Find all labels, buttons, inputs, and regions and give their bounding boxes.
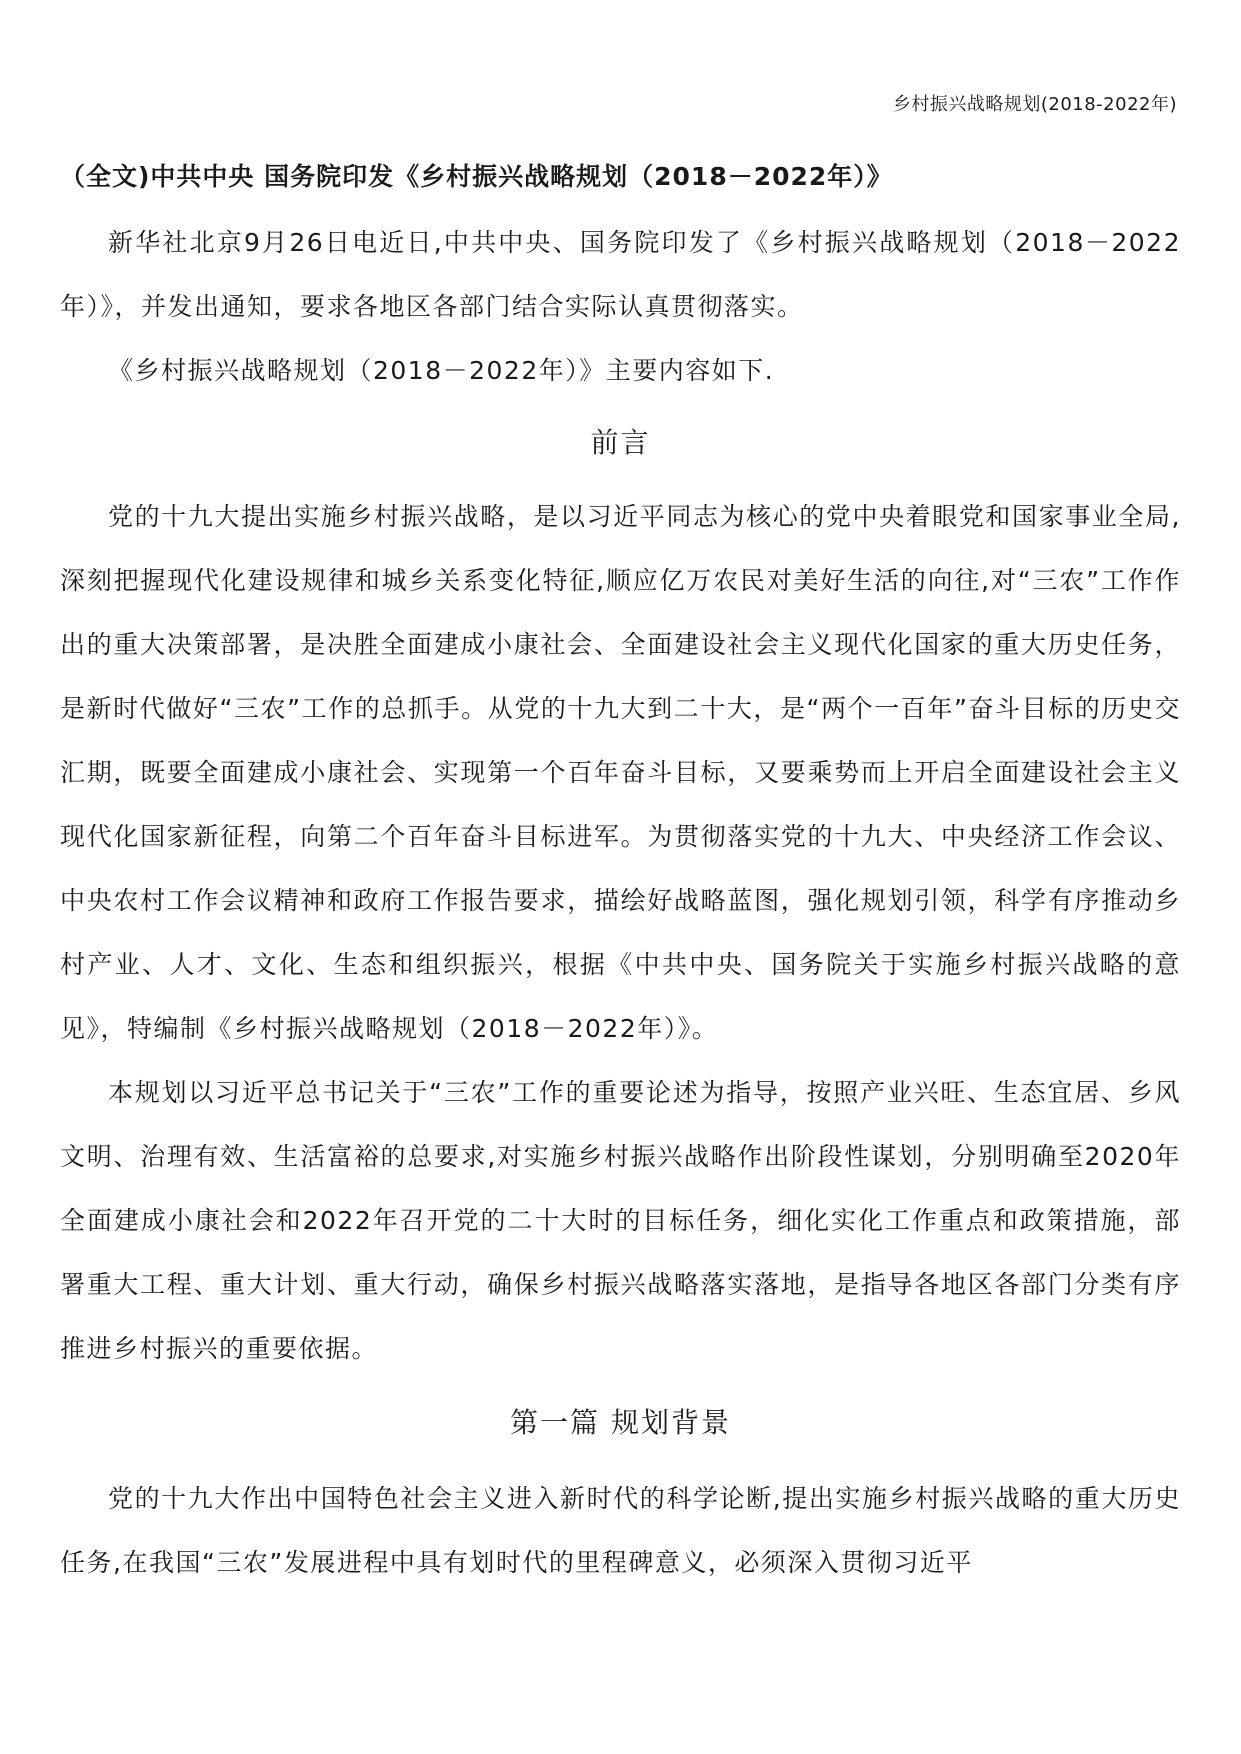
document-body <box>60 158 1181 1595</box>
part-one-heading: 第一篇 规划背景 <box>510 1406 731 1439</box>
running-header: 乡村振兴战略规划(2018-2022年) <box>892 94 1177 115</box>
preface-heading: 前言 <box>590 426 651 459</box>
part-one-paragraph: 党的十九大作出中国特色社会主义进入新时代的科学论断,提出实施乡村振兴战略的重大历史任务,在我国“三农”发展进程中具有划时代的里程碑意义，必须深入贯彻习近平 <box>60 1484 1181 1577</box>
intro-paragraph: 《乡村振兴战略规划（2018－2022年）》主要内容如下. <box>108 356 775 385</box>
preface-paragraph: 党的十九大提出实施乡村振兴战略，是以习近平同志为核心的党中央着眼党和国家事业全局,深刻把握现代化建设规律和城乡关系变化特征,顺应亿万农民对美好生活的向往,对“三农”工作作出的重大决策部署，是决胜全面建成小康社会、全面建设社会主义现代化国家的重大历史任务，是新时代做好“三农”工作的总抓手。从党的十九大到二十大，是“两个一百年”奋斗目标的历史交汇期，既要全面建成小康社会、实现第一个百年奋斗目标，又要乘势而上开启全面建设社会主义现代化国家新征程，向第二个百年奋斗目标进军。为贯彻落实党的十九大、中央经济工作会议、中央农村工作会议精神和政府工作报告要求，描绘好战略蓝图，强化规划引领，科学有序推动乡村产业、人才、文化、生态和组织振兴，根据《中共中央、国务院关于实施乡村振兴战略的意见》，特编制《乡村振兴战略规划（2018－2022年）》。 <box>60 502 1181 1043</box>
preface-paragraph: 本规划以习近平总书记关于“三农”工作的重要论述为指导，按照产业兴旺、生态宜居、乡风文明、治理有效、生活富裕的总要求,对实施乡村振兴战略作出阶段性谋划，分别明确至2020年全面建成小康社会和2022年召开党的二十大时的目标任务，细化实化工作重点和政策措施，部署重大工程、重大计划、重大行动，确保乡村振兴战略落实落地，是指导各地区各部门分类有序推进乡村振兴的重要依据。 <box>60 1078 1181 1363</box>
intro-paragraph: 新华社北京9月26日电近日,中共中央、国务院印发了《乡村振兴战略规划（2018－2022年）》，并发出通知，要求各地区各部门结合实际认真贯彻落实。 <box>60 228 1181 321</box>
document-title: （全文)中共中央 国务院印发《乡村振兴战略规划（2018－2022年）》 <box>60 162 893 191</box>
